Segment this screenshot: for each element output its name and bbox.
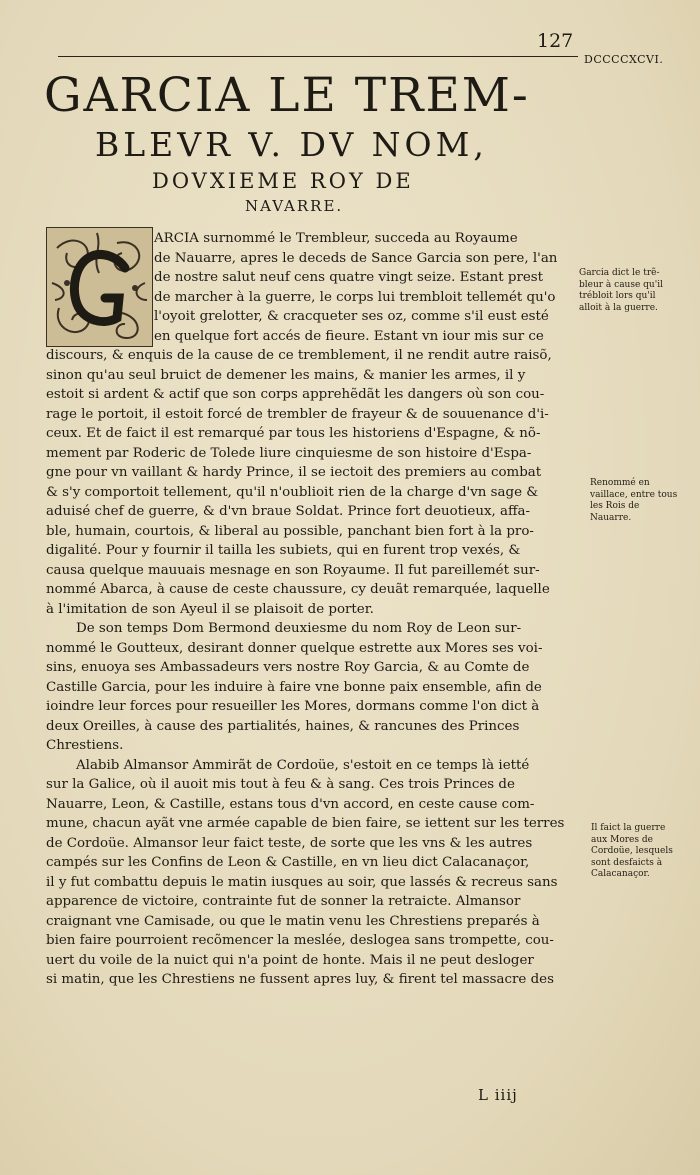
text-line: aduisé chef de guerre, & d'vn braue Soldat. Prince fort deuotieux, affa-	[46, 504, 531, 519]
text-line: à l'imitation de son Ayeul il se plaisoit de porter.	[46, 601, 374, 617]
year-heading: DCCCCXCVI.	[584, 53, 664, 66]
margin-note-3: Il faict la guerre aux Mores de Cordoüe, lesquels sont desfaicts à Calacanaçor.	[591, 823, 673, 879]
text-line: si matin, que les Chrestiens ne fussent apres luy, & firent tel massacre des	[46, 972, 554, 987]
text-line: rage le portoit, il estoit forcé de trembler de frayeur & de souuenance d'i-	[46, 406, 549, 422]
text-line: ble, humain, courtois, & liberal au possible, panchant bien fort à la pro-	[46, 523, 534, 539]
text-line: Castille Garcia, pour les induire à faire vne bonne paix ensemble, afin de	[46, 679, 542, 695]
text-line: sur la Galice, où il auoit mis tout à feu & à sang. Ces trois Princes de	[46, 777, 515, 792]
body-text	[46, 229, 580, 990]
text-line: nommé Abarca, à cause de ceste chaussure, cy deuãt remarquée, laquelle	[46, 582, 550, 597]
signature-mark: L iiij	[478, 1086, 518, 1104]
text-line: causa quelque mauuais mesnage en son Royaume. Il fut pareillemét sur-	[46, 562, 540, 578]
title-line-1: GARCIA LE TREM-	[44, 68, 530, 123]
text-line: nommé le Goutteux, desirant donner quelque estrette aux Mores ses voi-	[46, 640, 543, 656]
header-rule	[58, 56, 578, 57]
text-line: de nostre salut neuf cens quatre vingt seize. Estant prest	[154, 270, 544, 285]
margin-note-2: Renommé en vaillace, entre tous les Rois de Nauarre.	[590, 478, 678, 523]
text-line: ceux. Et de faict il est remarqué par tous les historiens d'Espagne, & nõ-	[46, 426, 541, 441]
text-line: mement par Roderic de Tolede liure cinquiesme de son histoire d'Espa-	[46, 445, 532, 461]
text-line: en quelque fort accés de fieure. Estant vn iour mis sur ce	[154, 328, 544, 344]
text-line: l'oyoit grelotter, & cracqueter ses oz, comme s'il eust esté	[154, 309, 549, 324]
text-line: gne pour vn vaillant & hardy Prince, il se iectoit des premiers au combat	[46, 465, 542, 480]
title-line-4: NAVARRE.	[245, 197, 344, 215]
text-line: craignant vne Camisade, ou que le matin venu les Chrestiens preparés à	[46, 913, 540, 929]
text-line: apparence de victoire, contrainte fut de sonner la retraicte. Almansor	[46, 894, 521, 909]
text-line: mune, chacun ayãt vne armée capable de bien faire, se iettent sur les terres	[46, 816, 565, 831]
text-line: sins, enuoya ses Ambassadeurs vers nostre Roy Garcia, & au Comte de	[46, 660, 530, 675]
text-line: uert du voile de la nuict qui n'a point de honte. Mais il ne peut desloger	[46, 952, 534, 968]
text-line: il y fut combattu depuis le matin iusques au soir, que lassés & recreus sans	[46, 874, 558, 890]
text-line: & s'y comportoit tellement, qu'il n'oublioit rien de la charge d'vn sage &	[46, 484, 539, 500]
text-line: Alabib Almansor Ammirãt de Cordoüe, s'estoit en ce temps là ietté	[76, 757, 530, 773]
text-line: campés sur les Confins de Leon & Castille, en vn lieu dict Calacanaçor,	[46, 855, 530, 870]
text-line: sinon qu'au seul bruict de demener les mains, & manier les armes, il y	[46, 367, 526, 383]
text-line: discours, & enquis de la cause de ce tremblement, il ne rendit autre raisõ,	[46, 348, 552, 363]
text-line: Nauarre, Leon, & Castille, estans tous d'vn accord, en ceste cause com-	[46, 796, 535, 812]
text-line: de Cordoüe. Almansor leur faict teste, de sorte que les vns & les autres	[46, 835, 533, 851]
text-line: de marcher à la guerre, le corps lui trembloit tellemét qu'o	[154, 289, 556, 305]
title-line-3: DOVXIEME ROY DE	[152, 169, 414, 193]
folio-number: 127	[537, 30, 574, 52]
margin-note-1: Garcia dict le trẽ-bleur à cause qu'il trébloit lors qu'il alloit à la guerre.	[579, 268, 663, 313]
text-line: Chrestiens.	[46, 738, 124, 753]
text-line: deux Oreilles, à cause des partialités, haines, & rancunes des Princes	[46, 718, 520, 734]
title-line-2: BLEVR V. DV NOM,	[95, 125, 488, 164]
text-line: De son temps Dom Bermond deuxiesme du nom Roy de Leon sur-	[76, 621, 522, 636]
text-line: bien faire pourroient recõmencer la meslée, deslogea sans trompette, cou-	[46, 933, 554, 948]
text-line: ioindre leur forces pour resueiller les Mores, dormans comme l'on dict à	[46, 699, 540, 714]
text-line: ARCIA surnommé le Trembleur, succeda au Royaume	[154, 231, 518, 246]
text-line: de Nauarre, apres le deceds de Sance Garcia son pere, l'an	[154, 250, 558, 266]
text-line: estoit si ardent & actif que son corps apprehẽdãt les dangers où son cou-	[46, 387, 545, 402]
text-line: digalité. Pour y fournir il tailla les subiets, qui en furent trop vexés, &	[46, 543, 521, 558]
